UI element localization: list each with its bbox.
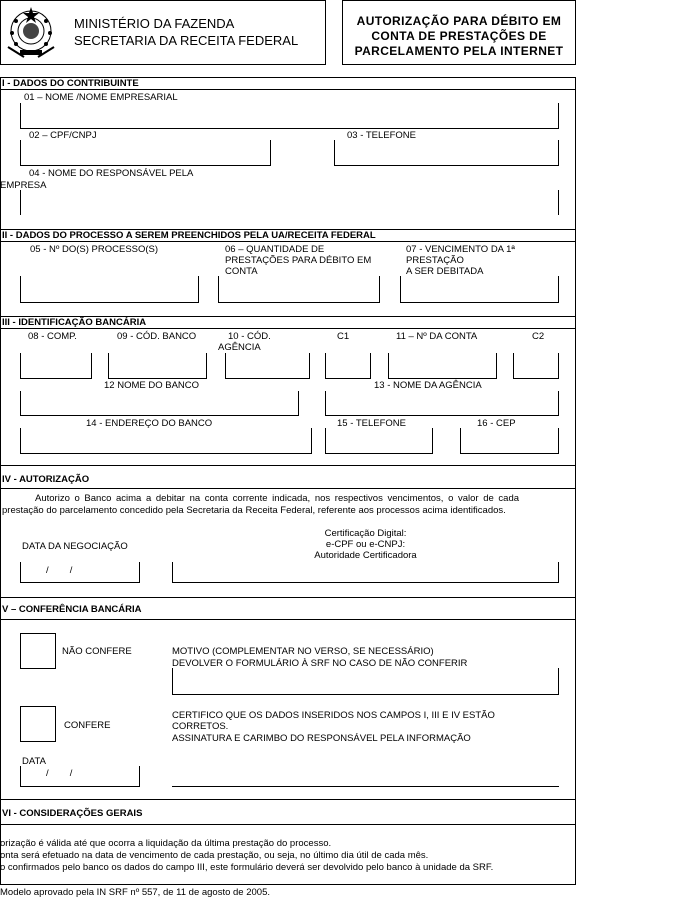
general-note-1: orização é válida até que ocorra a liquidação da última prestação do processo. bbox=[0, 838, 332, 849]
form-title-line3: PARCELAMENTO PELA INTERNET bbox=[354, 44, 564, 58]
field-c1[interactable] bbox=[325, 353, 371, 379]
nao-confere-label: NÃO CONFERE bbox=[62, 646, 132, 657]
field-09-label: 09 - CÓD. BANCO bbox=[117, 331, 197, 342]
field-06-label-line2: PRESTAÇÕES PARA DÉBITO EM bbox=[225, 255, 372, 266]
confere-label: CONFERE bbox=[64, 720, 111, 731]
field-16-label: 16 - CEP bbox=[477, 418, 516, 429]
field-04-right-mark bbox=[558, 190, 559, 215]
certify-line2: CORRETOS. bbox=[172, 721, 229, 732]
field-09-bank-code[interactable] bbox=[108, 353, 207, 379]
field-03-phone[interactable] bbox=[334, 140, 559, 166]
motivo-line2: DEVOLVER O FORMULÁRIO À SRF NO CASO DE NÃO CONFERIR bbox=[172, 658, 468, 669]
field-15-bank-phone[interactable] bbox=[325, 428, 433, 454]
certify-line1: CERTIFICO QUE OS DADOS INSERIDOS NOS CAMPOS I, III E IV ESTÃO bbox=[172, 710, 495, 721]
conference-date-placeholder: / / bbox=[46, 768, 73, 779]
section-3-title: III - IDENTIFICAÇÃO BANCÁRIA bbox=[2, 317, 147, 328]
section-2-title: II - DADOS DO PROCESSO A SEREM PREENCHIDOS PELA UA/RECEITA FEDERAL bbox=[2, 230, 376, 241]
motivo-line1: MOTIVO (COMPLEMENTAR NO VERSO, SE NECESSÁRIO) bbox=[172, 646, 434, 657]
field-02-cpf-cnpj[interactable] bbox=[20, 140, 271, 166]
field-13-agency-name[interactable] bbox=[325, 391, 559, 416]
field-03-label: 03 - TELEFONE bbox=[347, 130, 416, 141]
ministry-name: MINISTÉRIO DA FAZENDA bbox=[74, 16, 235, 31]
field-06-label-line3: CONTA bbox=[225, 266, 258, 277]
cert-authority-label: Autoridade Certificadora bbox=[314, 550, 417, 561]
field-11-account-number[interactable] bbox=[388, 353, 497, 379]
field-10-agency-code[interactable] bbox=[225, 353, 310, 379]
secretariat-name: SECRETARIA DA RECEITA FEDERAL bbox=[74, 33, 299, 48]
motivo-field[interactable] bbox=[172, 668, 559, 695]
conference-date-field[interactable] bbox=[20, 766, 140, 787]
field-07-label-line2: PRESTAÇÃO bbox=[406, 255, 464, 266]
model-approval-note: Modelo aprovado pela IN SRF nº 557, de 11 de agosto de 2005. bbox=[0, 887, 271, 898]
conference-date-label: DATA bbox=[22, 756, 46, 767]
general-note-3: o confirmados pelo banco os dados do campo III, este formulário deverá ser devolvido pelo banco à unidade da SRF. bbox=[0, 862, 494, 873]
field-c1-label: C1 bbox=[337, 331, 350, 342]
nao-confere-checkbox[interactable] bbox=[20, 633, 56, 669]
field-08-comp[interactable] bbox=[20, 353, 92, 379]
section-6-title: VI - CONSIDERAÇÕES GERAIS bbox=[2, 808, 143, 819]
field-c2-label: C2 bbox=[532, 331, 545, 342]
signature-line[interactable] bbox=[172, 786, 559, 787]
digital-certificate-field[interactable] bbox=[172, 562, 559, 583]
authorization-text-line2: prestação do parcelamento concedido pela Secretaria da Receita Federal, referente aos processos acima identificados. bbox=[2, 505, 506, 516]
field-12-label: 12 NOME DO BANCO bbox=[104, 380, 200, 391]
field-13-label: 13 - NOME DA AGÊNCIA bbox=[374, 380, 482, 391]
section-1-title: I - DADOS DO CONTRIBUINTE bbox=[2, 78, 139, 89]
field-c2[interactable] bbox=[513, 353, 559, 379]
field-14-label: 14 - ENDEREÇO DO BANCO bbox=[86, 418, 213, 429]
field-14-bank-address[interactable] bbox=[20, 428, 312, 454]
field-02-label: 02 – CPF/CNPJ bbox=[29, 130, 97, 141]
field-06-installments[interactable] bbox=[218, 276, 380, 303]
coat-of-arms-logo bbox=[2, 3, 60, 61]
section-4-title: IV - AUTORIZAÇÃO bbox=[2, 474, 90, 485]
field-07-first-due-date[interactable] bbox=[400, 276, 559, 303]
field-04-label-line2: EMPRESA bbox=[0, 180, 47, 191]
field-07-label-line3: A SER DEBITADA bbox=[406, 266, 484, 277]
cert-digital-label: Certificação Digital: bbox=[324, 528, 407, 539]
field-01-label: 01 – NOME /NOME EMPRESARIAL bbox=[24, 92, 178, 103]
field-16-zip[interactable] bbox=[460, 428, 559, 454]
negotiation-date-label: DATA DA NEGOCIAÇÃO bbox=[22, 541, 128, 552]
field-04-left-mark bbox=[20, 190, 21, 215]
field-01-name[interactable] bbox=[20, 103, 559, 129]
form-title-line1: AUTORIZAÇÃO PARA DÉBITO EM bbox=[356, 14, 562, 28]
field-11-label: 11 – Nº DA CONTA bbox=[396, 331, 478, 342]
field-06-label-line1: 06 – QUANTIDADE DE bbox=[225, 244, 325, 255]
field-08-label: 08 - COMP. bbox=[28, 331, 77, 342]
negotiation-date-field[interactable] bbox=[20, 562, 140, 583]
cert-cpf-cnpj-label: e-CPF ou e-CNPJ: bbox=[325, 539, 406, 550]
authorization-text-line1: Autorizo o Banco acima a debitar na conta corrente indicada, nos respectivos vencimentos, o valor de cada bbox=[35, 493, 520, 504]
field-05-label: 05 - Nº DO(S) PROCESSO(S) bbox=[30, 244, 159, 255]
field-05-process-numbers[interactable] bbox=[20, 276, 199, 303]
general-note-2: onta será efetuado na data de vencimento de cada prestação, ou seja, no último dia útil de cada mês. bbox=[0, 850, 429, 861]
field-10-label-line1: 10 - CÓD. bbox=[228, 331, 271, 342]
field-12-bank-name[interactable] bbox=[20, 391, 299, 416]
field-15-label: 15 - TELEFONE bbox=[337, 418, 406, 429]
certify-line3: ASSINATURA E CARIMBO DO RESPONSÁVEL PELA INFORMAÇÃO bbox=[172, 733, 471, 744]
field-10-label-line2: AGÊNCIA bbox=[218, 342, 261, 353]
field-04-label-line1: 04 - NOME DO RESPONSÁVEL PELA bbox=[29, 168, 194, 179]
confere-checkbox[interactable] bbox=[20, 706, 56, 742]
field-07-label-line1: 07 - VENCIMENTO DA 1ª bbox=[406, 244, 515, 255]
form-title-line2: CONTA DE PRESTAÇÕES DE bbox=[371, 29, 547, 43]
section-5-title: V – CONFERÊNCIA BANCÁRIA bbox=[2, 604, 142, 615]
negotiation-date-placeholder: / / bbox=[46, 565, 73, 576]
